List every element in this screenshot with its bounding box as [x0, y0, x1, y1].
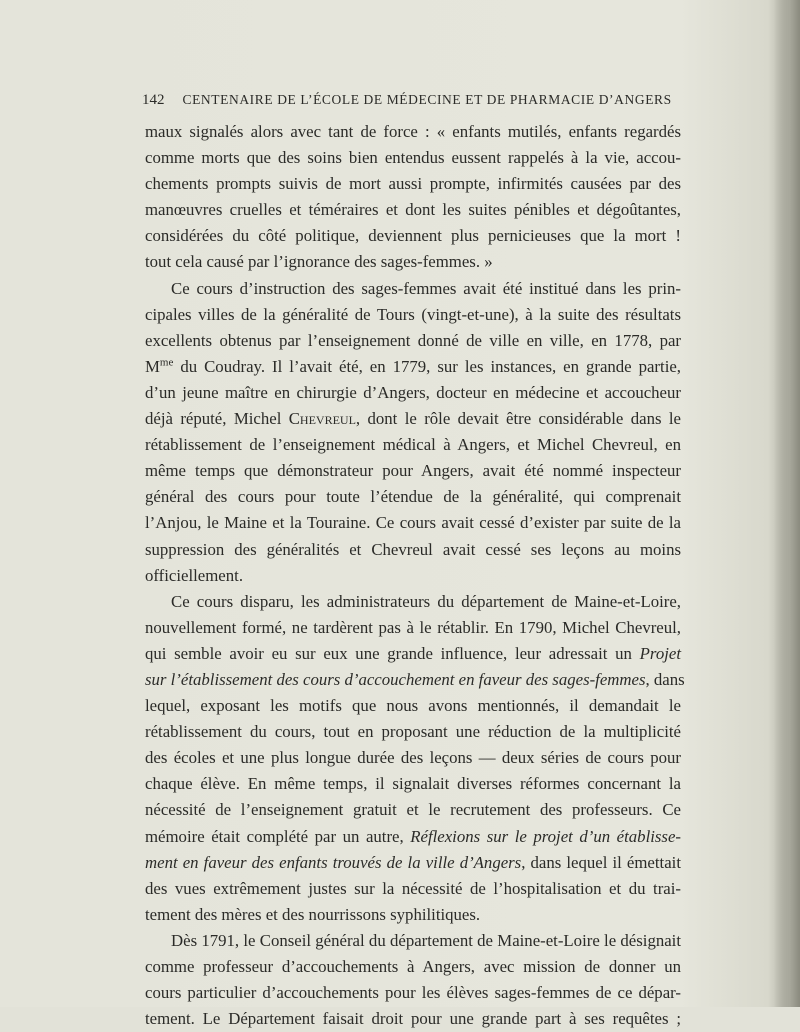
text-line: cipales villes de la généralité de Tours (vingt-et-une), à la suite des résultats — [145, 304, 681, 324]
running-title: CENTENAIRE DE L’ÉCOLE DE MÉDECINE ET DE PHARMACIE D’ANGERS — [182, 92, 672, 107]
text-line: manœuvres cruelles et téméraires et dont les suites pénibles et dégoûtantes, — [145, 200, 681, 220]
text-line: même temps que démonstrateur pour Angers, avait été nommé inspecteur — [145, 461, 681, 481]
text-line: Ce cours d’instruction des sages-femmes avait été institué dans les prin- — [171, 278, 681, 298]
small-caps-name: Chevreul — [288, 409, 356, 429]
running-header — [142, 92, 682, 109]
text-line: tement des mères et des nourrissons syphilitiques. — [145, 904, 481, 924]
text-line: $M^{me}$ du Coudray. Il l’avait été, en 1779, sur les instances, en grande partie, — [145, 356, 681, 376]
text-line: des écoles et une plus longue durée des leçons — deux séries de cours pour — [145, 748, 681, 768]
superscript: me — [159, 356, 174, 369]
text-line: Ce cours disparu, les administrateurs du département de Maine-et-Loire, — [171, 591, 681, 611]
text-line: suppression des généralités et Chevreul avait cessé ses leçons au moins — [145, 539, 681, 559]
italic-title: sur l’établissement des cours d’accouchement en faveur des sages-femmes — [145, 669, 646, 689]
text-line: général des cours pour toute l’étendue de la généralité, qui comprenait — [145, 487, 681, 507]
text-line: d’un jeune maître en chirurgie d’Angers, docteur en médecine et accoucheur — [145, 382, 681, 402]
text-line: chements prompts suivis de mort aussi prompte, infirmités causées par des — [145, 174, 681, 194]
italic-title: ment en faveur des enfants trouvés de la ville d’Angers — [145, 852, 522, 872]
body-text — [145, 119, 685, 1032]
text-line: mémoire était complété par un autre, Réflexions sur le projet d’un établisse- — [145, 826, 681, 846]
italic-title: Réflexions sur le projet d’un établisse- — [410, 826, 681, 846]
text-line: ment en faveur des enfants trouvés de la ville d’Angers, dans lequel il émettait — [145, 852, 681, 872]
text-line: maux signalés alors avec tant de force : « enfants mutilés, enfants regardés — [145, 122, 681, 141]
page-number: 142 — [142, 92, 165, 108]
text-line: tout cela causé par l’ignorance des sages-femmes. » — [145, 252, 493, 272]
italic-title: Projet — [639, 643, 681, 663]
text-line: cours particulier d’accouchements pour les élèves sages-femmes de ce dépar- — [145, 983, 681, 1003]
text-line: sur l’établissement des cours d’accouchement en faveur des sages-femmes, dans — [145, 669, 685, 689]
text-line: Dès 1791, le Conseil général du département de Maine-et-Loire le désignait — [171, 930, 681, 950]
page-edge-shadow — [774, 0, 800, 1007]
text-line: officiellement. — [145, 565, 244, 585]
text-line: tement. Le Département faisait droit pour une grande part à ses requêtes ; — [145, 1009, 681, 1029]
text-line: comme morts que des soins bien entendus eussent rappelés à la vie, accou- — [145, 148, 681, 168]
text-line: rétablissement de l’enseignement médical à Angers, et Michel Chevreul, en — [145, 435, 681, 455]
text-line: des vues extrêmement justes sur la nécessité de l’hospitalisation et du trai- — [145, 878, 681, 898]
text-line: l’Anjou, le Maine et la Touraine. Ce cours avait cessé d’exister par suite de la — [145, 513, 681, 533]
text-line: qui semble avoir eu sur eux une grande influence, leur adressait un Projet — [145, 643, 681, 663]
text-line: comme professeur d’accouchements à Angers, avec mission de donner un — [145, 957, 681, 976]
text-line: considérées du côté politique, deviennent plus pernicieuses que la mort ! — [145, 226, 681, 246]
text-line: chaque élève. En même temps, il signalait diverses réformes concernant la — [145, 774, 681, 794]
text-line: excellents obtenus par l’enseignement donné de ville en ville, en 1778, par — [145, 330, 681, 350]
text-line: nouvellement formé, ne tardèrent pas à le rétablir. En 1790, Michel Chevreul, — [145, 617, 681, 637]
text-line: rétablissement du cours, tout en proposant une réduction de la multiplicité — [145, 722, 681, 742]
text-line: nécessité de l’enseignement gratuit et le recrutement des professeurs. Ce — [145, 800, 681, 820]
text-line: lequel, exposant les motifs que nous avons mentionnés, il demandait le — [145, 696, 681, 716]
text-line: déjà réputé, Michel Chevreul, dont le rôle devait être considérable dans le — [145, 409, 681, 429]
